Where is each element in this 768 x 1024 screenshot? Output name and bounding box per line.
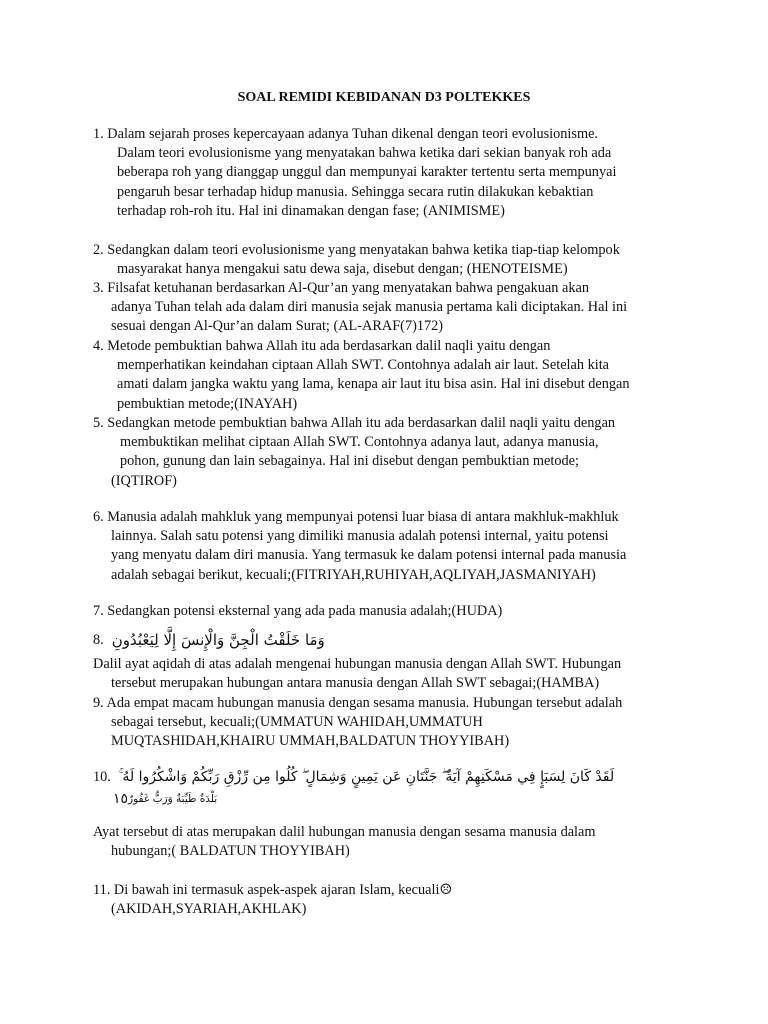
question-line: amati dalam jangka waktu yang lama, kenapa air laut itu bisa asin. Hal ini disebut dengan [117,376,630,393]
question-line: (AKIDAH,SYARIAH,AKHLAK) [111,901,307,918]
question-7 [93,602,733,621]
question-line: masyarakat hanya mengakui satu dewa saja, disebut dengan; (HENOTEISME) [117,261,568,278]
question-line: memperhatikan keindahan ciptaan Allah SWT. Contohnya adalah air laut. Setelah kita [117,357,610,374]
question-line: MUQTASHIDAH,KHAIRU UMMAH,BALDATUN THOYYIBAH) [111,733,510,750]
page-title: SOAL REMIDI KEBIDANAN D3 POLTEKKES [237,90,531,105]
question-line: 7. Sedangkan potensi eksternal yang ada pada manusia adalah;(HUDA) [93,603,503,619]
question-line: lainnya. Salah satu potensi yang dimiliki manusia adalah potensi internal, yaitu potensi [111,528,609,545]
question-3 [93,279,733,337]
question-line: beberapa roh yang dianggap unggul dan mempunyai karakter tertentu serta mempunyai [117,164,617,181]
question-line: Dalil ayat aqidah di atas adalah mengenai hubungan manusia dengan Allah SWT. Hubungan [93,656,622,672]
question-11 [93,881,733,919]
question-line: 4. Metode pembuktian bahwa Allah itu ada berdasarkan dalil naqli yaitu dengan [93,338,551,354]
question-line: terhadap roh-roh itu. Hal ini dinamakan dengan fase; (ANIMISME) [117,202,505,219]
arabic-verse: وَمَا خَلَقْتُ الْجِنَّ وَالْإِنسَ إِلَّا لِيَعْبُدُونِ [111,631,325,649]
question-line: pohon, gunung dan lain sebagainya. Hal ini disebut dengan pembuktian metode; [120,453,579,470]
question-9 [93,694,733,752]
question-line: sesuai dengan Al-Qur’an dalam Surat; (AL-ARAF(7)172) [111,318,444,335]
question-line: sebagai tersebut, kecuali;(UMMATUN WAHIDAH,UMMATUH [111,714,483,731]
question-4 [93,337,733,414]
question-8-text [93,655,733,693]
question-line: 11. Di bawah ini termasuk aspek-aspek ajaran Islam, kecuali☹ [93,882,453,898]
question-6 [93,508,733,585]
question-line: membuktikan melihat ciptaan Allah SWT. Contohnya adanya laut, adanya manusia, [120,434,599,451]
question-line: Ayat tersebut di atas merupakan dalil hubungan manusia dengan sesama manusia dalam [93,824,596,840]
question-1 [93,125,733,221]
question-line: (IQTIROF) [111,472,177,489]
question-line: pembuktian metode;(INAYAH) [117,395,298,412]
question-2 [93,241,733,279]
question-line: tersebut merupakan hubungan antara manusia dengan Allah SWT sebagai;(HAMBA) [111,675,600,692]
question-line: 5. Sedangkan metode pembuktian bahwa Allah itu ada berdasarkan dalil naqli yaitu dengan [93,415,616,431]
question-10-continuation [93,790,733,809]
question-line: 6. Manusia adalah mahkluk yang mempunyai potensi luar biasa di antara makhluk-makhluk [93,509,619,525]
question-line: 1. Dalam sejarah proses kepercayaan adanya Tuhan dikenal dengan teori evolusionisme. [93,126,598,142]
arabic-verse: لَقَدْ كَانَ لِسَبَإٍ فِي مَسْكَنِهِمْ آيَةٌ ۖ جَنَّتَانِ عَن يَمِينٍ وَشِمَالٍ ۖ كُلُوا مِن رِّزْقِ رَبِّكُمْ وَاشْكُرُوا لَهُ ۚ [118,769,615,785]
question-number: 10. [93,769,111,785]
question-line: 2. Sedangkan dalam teori evolusionisme yang menyatakan bahwa ketika tiap-tiap kelompok [93,242,620,258]
ayah-number: ١٥ [113,791,129,807]
question-10-text [93,823,733,861]
arabic-verse-row [93,790,733,809]
arabic-verse-row [93,768,733,787]
question-line: adalah sebagai berikut, kecuali;(FITRIYAH,RUHIYAH,AQLIYAH,JASMANIYAH) [111,566,596,583]
arabic-verse: بَلْدَةٌ طَيِّبَةٌ وَرَبٌّ غَفُورٌ [128,793,218,805]
question-line: hubungan;( BALDATUN THOYYIBAH) [111,843,350,860]
question-5 [93,414,733,491]
question-line: adanya Tuhan telah ada dalam diri manusia sejak manusia pertama kali diciptakan. Hal ini [111,299,628,316]
question-number: 8. [93,632,104,648]
arabic-verse-row [93,631,733,650]
question-line: Dalam teori evolusionisme yang menyatakan bahwa ketika dari sekian banyak roh ada [117,145,612,162]
question-line: 3. Filsafat ketuhanan berdasarkan Al-Qur’an yang menyatakan bahwa pengakuan akan [93,280,589,296]
question-10 [93,768,733,787]
question-line: yang menyatu dalam diri manusia. Yang termasuk ke dalam potensi internal pada manusia [111,547,627,564]
question-line: 9. Ada empat macam hubungan manusia dengan sesama manusia. Hubungan tersebut adalah [93,695,623,711]
question-line: pengaruh besar terhadap hidup manusia. Sehingga secara rutin dilakukan kebaktian [117,183,594,200]
question-8 [93,631,733,650]
